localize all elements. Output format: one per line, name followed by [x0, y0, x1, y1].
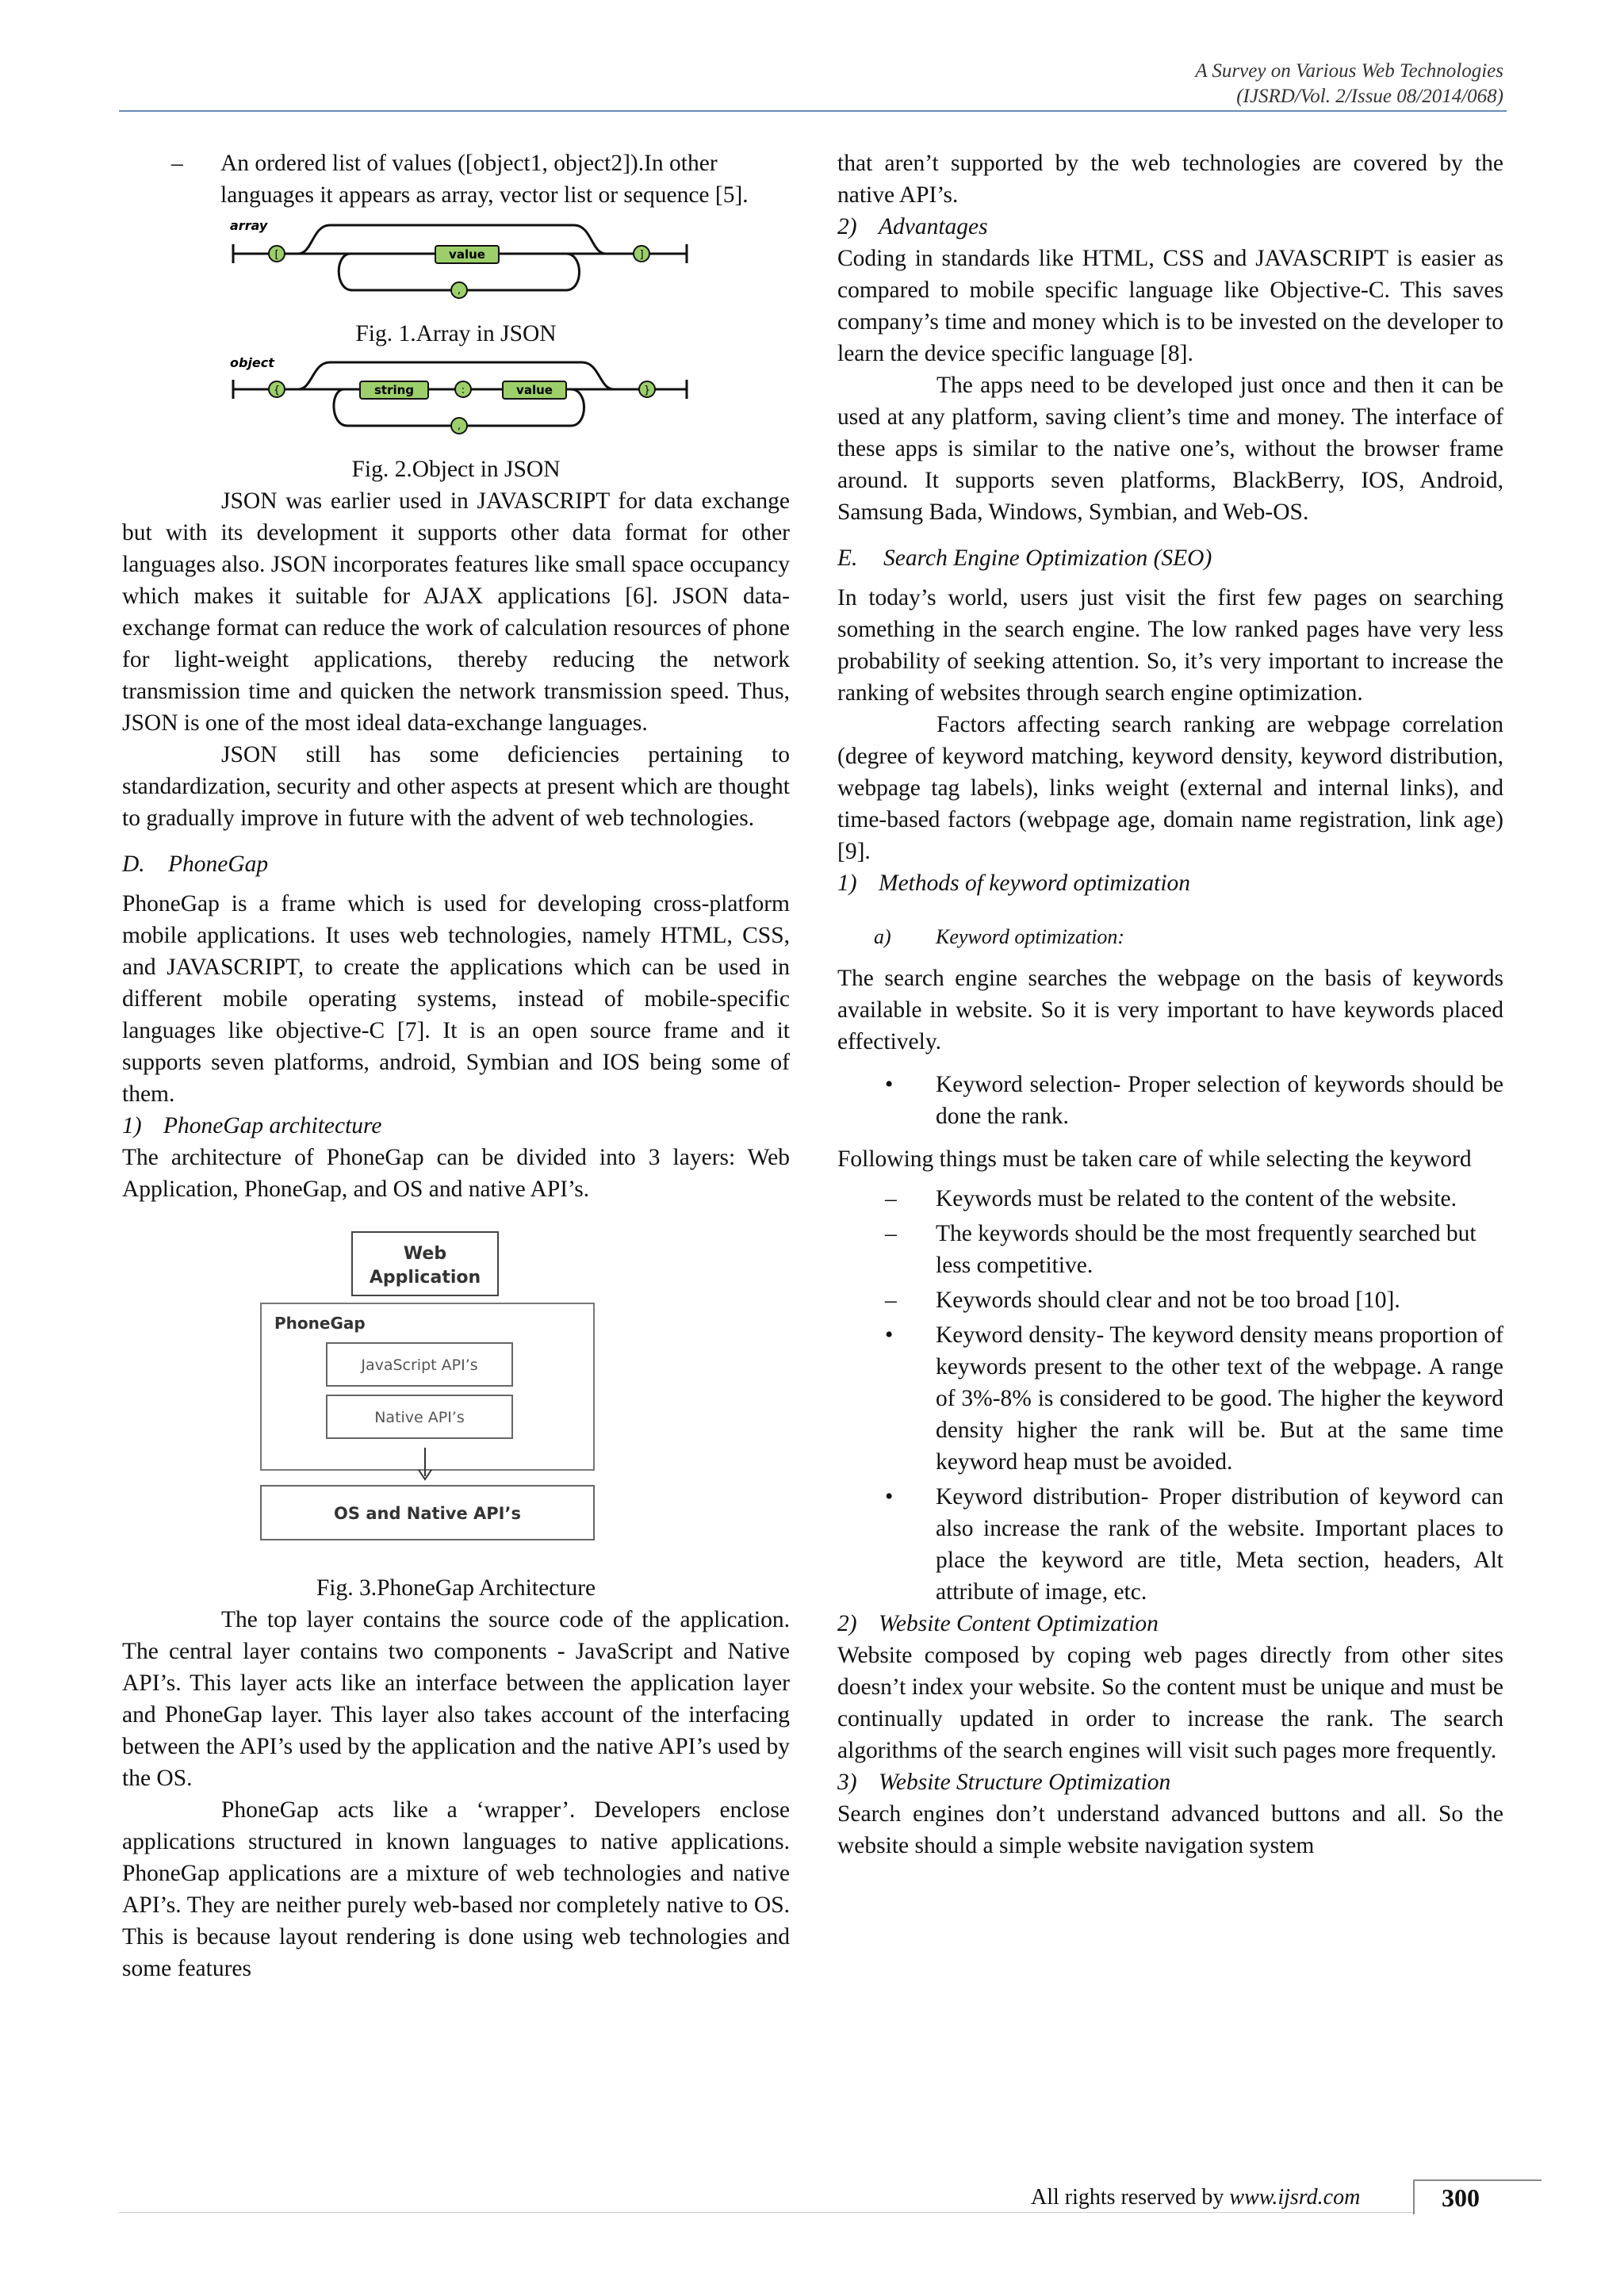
left-column [122, 147, 790, 1984]
subsection-heading [837, 1766, 1503, 1798]
web-app-label-1: Web [403, 1244, 447, 1264]
subsubsection-number: a) [874, 925, 891, 948]
running-header [1195, 59, 1503, 109]
paragraph: The architecture of PhoneGap can be divided into 3 layers: Web Application, PhoneGap, and OS and native API’s. [122, 1145, 790, 1202]
object-colon-node: : [461, 385, 465, 396]
list-item-text: Keywords must be related to the content of the website. [936, 1186, 1457, 1211]
subsection-number: 3) [837, 1770, 857, 1795]
section-heading-d [122, 848, 790, 880]
subsection-title: Website Structure Optimization [879, 1770, 1171, 1795]
subsection-heading [837, 1608, 1503, 1640]
bullet-marker: • [885, 1484, 894, 1510]
bullet-item [837, 1069, 1503, 1132]
list-item [837, 1284, 1503, 1316]
list-item [837, 1183, 1503, 1215]
section-number: D. [122, 851, 145, 877]
subsection-title: Website Content Optimization [879, 1611, 1159, 1636]
array-open-bracket: [ [274, 249, 279, 261]
bullet-text: Keyword selection- Proper selection of keywords should be done the rank. [936, 1072, 1503, 1129]
figure-array [122, 214, 790, 350]
subsection-number: 1) [837, 871, 857, 896]
object-string-node: string [373, 383, 415, 397]
subsection-title: Advantages [879, 214, 988, 239]
array-comma-node: , [457, 285, 462, 297]
paragraph: PhoneGap acts like a ‘wrapper’. Developers enclose applications structured in known languages to native applications. PhoneGap applications are a mixture of web technologies and native API’s. They are neither purely web-based nor completely native to OS. This is because layout rendering is done using web technologies and some features [122, 1797, 790, 1981]
page-number: 300 [1442, 2183, 1480, 2212]
figure-caption: Fig. 3.PhoneGap Architecture [316, 1575, 596, 1601]
list-item-text: An ordered list of values ([object1, object2]).In other languages it appears as array, vector list or sequence [5]. [220, 151, 749, 208]
subsection-number: 2) [837, 214, 857, 239]
figure-object [122, 353, 790, 485]
diagram-label-object: object [230, 355, 274, 370]
header-title: A Survey on Various Web Technologies [1195, 60, 1503, 82]
paragraph: Search engines don’t understand advanced buttons and all. So the website should a simple website navigation system [837, 1801, 1503, 1858]
bullet-marker: • [885, 1072, 894, 1097]
paragraph: JSON still has some deficiencies pertaining to standardization, security and other aspects at present which are thought to gradually improve in future with the advent of web technologies. [122, 742, 790, 831]
bullet-item [837, 1481, 1503, 1608]
paragraph: that aren’t supported by the web technologies are covered by the native API’s. [837, 151, 1503, 208]
footer-rights-text: All rights reserved by [1031, 2185, 1230, 2210]
paragraph: PhoneGap is a frame which is used for developing cross-platform mobile applications. It uses web technologies, namely HTML, CSS, and JAVASCRIPT, to create the applications which can be used in different mobile operating systems, instead of mobile-specific languages like objective-C [7]. It is an open source frame and it supports seven platforms, android, Symbian and IOS being some of them. [122, 891, 790, 1107]
bullet-item [837, 1319, 1503, 1478]
list-item-text: The keywords should be the most frequently searched but less competitive. [936, 1221, 1477, 1278]
subsection-title: PhoneGap architecture [163, 1113, 382, 1138]
header-journal: (IJSRD/Vol. 2/Issue 08/2014/068) [1236, 86, 1503, 107]
section-number: E. [837, 545, 858, 571]
bullet-text: Keyword distribution- Proper distribution of keyword can also increase the rank of the website. Important places to place the keyword are title, Meta section, headers, Alt attribute of image, etc. [936, 1484, 1503, 1605]
footer-url-link[interactable]: www.ijsrd.com [1229, 2185, 1361, 2210]
os-native-api-label: OS and Native API’s [334, 1504, 521, 1523]
paragraph: The search engine searches the webpage on the basis of keywords available in website. So it is very important to have keywords placed effectively. [837, 966, 1503, 1054]
subsection-heading [837, 211, 1503, 243]
diagram-label-array: array [230, 218, 268, 233]
json-list-item [122, 147, 790, 211]
right-column [837, 147, 1503, 1862]
section-title: Search Engine Optimization (SEO) [883, 545, 1212, 571]
bullet-marker: • [885, 1322, 894, 1348]
paragraph: The top layer contains the source code of the application. The central layer contains two components - JavaScript and Native API’s. This layer acts like an interface between the application layer and PhoneGap layer. This layer also takes account of the interfacing between the API’s used by the application and the native API’s used by the OS. [122, 1607, 790, 1791]
list-item-text: Keywords should clear and not be too broad [10]. [936, 1288, 1400, 1313]
header-rule [119, 110, 1507, 112]
dash-marker: – [885, 1186, 897, 1211]
subsection-heading [122, 1110, 790, 1142]
javascript-api-label: JavaScript API’s [361, 1357, 478, 1374]
array-value-node: value [449, 247, 485, 262]
paragraph: In today’s world, users just visit the first few pages on searching something in the search engine. The low ranked pages have very less probability of seeking attention. So, it’s very important to increase the ranking of websites through search engine optimization. [837, 585, 1503, 706]
phonegap-architecture-diagram [122, 1224, 790, 1549]
subsection-number: 1) [122, 1113, 142, 1138]
phonegap-label: PhoneGap [274, 1314, 366, 1333]
section-heading-e [837, 542, 1503, 574]
object-comma-node: , [457, 420, 462, 432]
paragraph: Website composed by coping web pages directly from other sites doesn’t index your website. So the content must be unique and must be continually updated in order to increase the rank. The search algorithms of the search engines will visit such pages more frequently. [837, 1643, 1503, 1763]
list-item [837, 1218, 1503, 1281]
footer-rights [1031, 2182, 1360, 2214]
section-title: PhoneGap [168, 851, 269, 877]
subsubsection-heading [837, 921, 1503, 953]
paragraph: Following things must be taken care of while selecting the keyword [837, 1146, 1472, 1172]
paragraph: JSON was earlier used in JAVASCRIPT for data exchange but with its development it supports other data format for other languages also. JSON incorporates features like small space occupancy which makes it suitable for AJAX applications [6]. JSON data-exchange format can reduce the work of calculation resources of phone for light-weight applications, thereby reducing the network transmission time and quicken the network transmission speed. Thus, JSON is one of the most ideal data-exchange languages. [122, 488, 791, 736]
array-close-bracket: ] [639, 249, 644, 261]
object-diagram [122, 353, 790, 440]
figure-phonegap-architecture [122, 1224, 790, 1604]
paragraph: Factors affecting search ranking are webpage correlation (degree of keyword matching, keyword density, keyword distribution, webpage tag labels), links weight (external and internal links), and time-based factors (webpage age, domain name registration, link age) [9]. [837, 712, 1503, 864]
web-app-label-2: Application [369, 1268, 481, 1288]
subsection-number: 2) [837, 1611, 857, 1636]
array-diagram [122, 214, 790, 309]
object-open-brace: { [273, 385, 281, 396]
subsubsection-title: Keyword optimization: [936, 925, 1125, 948]
subsection-heading [837, 867, 1503, 899]
figure-caption: Fig. 2.Object in JSON [351, 457, 561, 482]
keyword-dash-list [837, 1183, 1503, 1608]
bullet-text: Keyword density- The keyword density means proportion of keywords present to the other text of the webpage. A range of 3%-8% is considered to be good. The higher the keyword density higher the rank will be. But at the same time keyword heap must be avoided. [936, 1322, 1503, 1475]
subsection-title: Methods of keyword optimization [879, 871, 1191, 896]
paragraph: Coding in standards like HTML, CSS and JAVASCRIPT is easier as compared to mobile specific language like Objective-C. This saves company’s time and money which is to be invested on the developer to learn the device specific language [8]. [837, 246, 1503, 366]
object-value-node: value [516, 383, 553, 397]
dash-marker: – [885, 1221, 897, 1246]
dash-marker: – [885, 1288, 897, 1313]
dash-marker: – [171, 151, 183, 176]
native-api-label: Native API’s [374, 1409, 465, 1426]
figure-caption: Fig. 1.Array in JSON [355, 321, 557, 346]
paragraph: The apps need to be developed just once and then it can be used at any platform, saving client’s time and money. The interface of these apps is similar to the native one’s, without the browser frame around. It supports seven platforms, BlackBerry, IOS, Android, Samsung Bada, Windows, Symbian, and Web-OS. [837, 373, 1503, 525]
object-close-brace: } [643, 385, 651, 396]
